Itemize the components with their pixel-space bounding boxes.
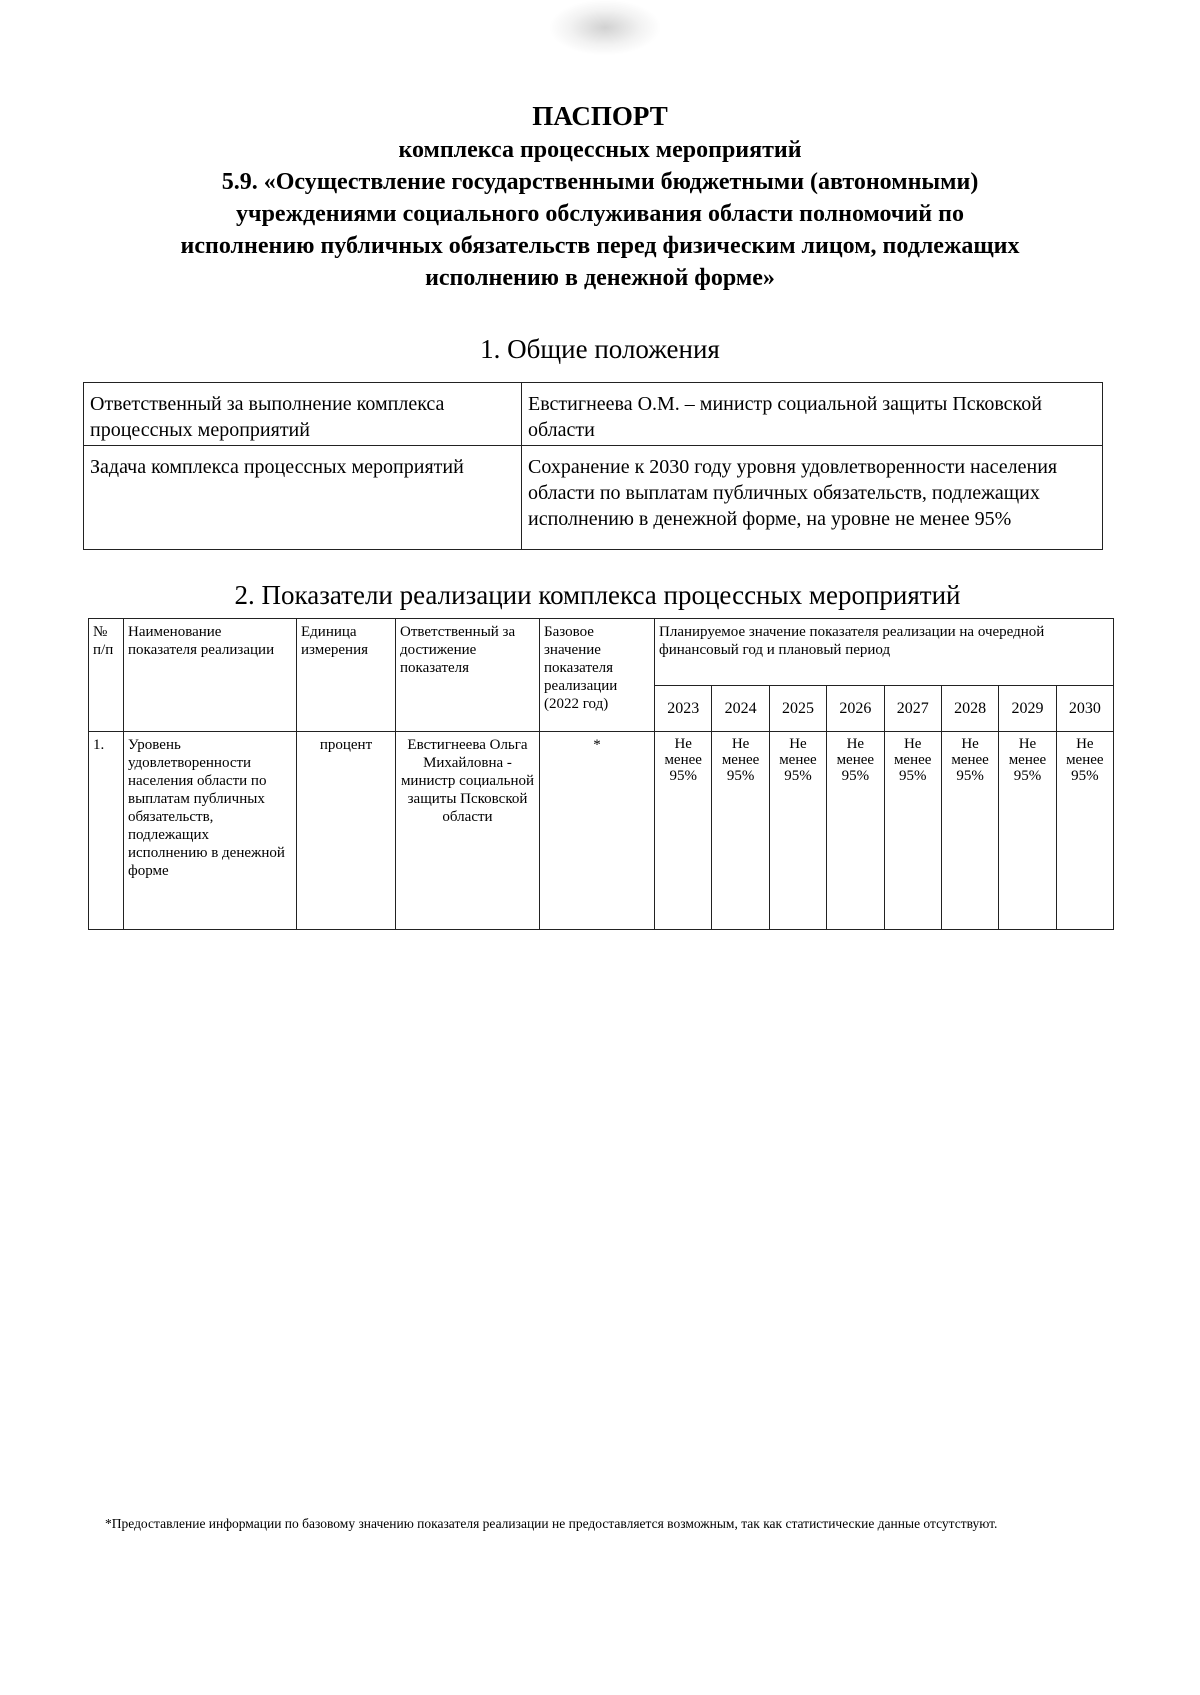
scan-artifact bbox=[550, 0, 660, 55]
row-value: Не менее 95% bbox=[999, 732, 1056, 930]
header-year: 2024 bbox=[712, 686, 769, 732]
section2-heading: 2. Показатели реализации комплекса процессных мероприятий bbox=[234, 580, 961, 610]
header-year: 2030 bbox=[1056, 686, 1113, 732]
indicators-table bbox=[88, 618, 1114, 930]
row-value: Не менее 95% bbox=[712, 732, 769, 930]
footnote: *Предоставление информации по базовому значению показателя реализации не предоставляется возможным, так как статистические данные отсутствуют. bbox=[105, 1516, 998, 1531]
header-planned: Планируемое значение показателя реализации на очередной финансовый год и плановый период bbox=[655, 619, 1114, 686]
table-row bbox=[84, 383, 1103, 446]
header-num: № п/п bbox=[89, 619, 124, 732]
table-row bbox=[89, 732, 1114, 930]
document-name-line: 5.9. «Осуществление государственными бюджетными (автономными) bbox=[221, 169, 979, 195]
header-responsible: Ответственный за достижение показателя bbox=[396, 619, 540, 732]
row-base: * bbox=[540, 732, 655, 930]
row-value: Не менее 95% bbox=[1056, 732, 1113, 930]
responsible-label: Ответственный за выполнение комплекса процессных мероприятий bbox=[84, 383, 522, 446]
header-year: 2028 bbox=[941, 686, 998, 732]
document-title-block bbox=[60, 98, 1140, 294]
row-value: Не менее 95% bbox=[655, 732, 712, 930]
section1-heading: 1. Общие положения bbox=[480, 334, 720, 364]
row-value: Не менее 95% bbox=[827, 732, 884, 930]
header-base: Базовое значение показателя реализации (2022 год) bbox=[540, 619, 655, 732]
header-name: Наименование показателя реализации bbox=[124, 619, 297, 732]
row-value: Не менее 95% bbox=[884, 732, 941, 930]
document-name-line: исполнению публичных обязательств перед физическим лицом, подлежащих bbox=[180, 233, 1020, 259]
header-year: 2027 bbox=[884, 686, 941, 732]
document-name-line: учреждениями социального обслуживания области полномочий по bbox=[236, 201, 964, 227]
row-value: Не менее 95% bbox=[769, 732, 826, 930]
row-name: Уровень удовлетворенности населения области по выплатам публичных обязательств, подлежащих исполнению в денежной форме bbox=[124, 732, 297, 930]
header-unit: Единица измерения bbox=[297, 619, 396, 732]
document-title: ПАСПОРТ bbox=[532, 101, 668, 131]
document-subtitle: комплекса процессных мероприятий bbox=[398, 137, 802, 163]
header-year: 2025 bbox=[769, 686, 826, 732]
row-num: 1. bbox=[89, 732, 124, 930]
general-provisions-table bbox=[83, 382, 1103, 550]
responsible-value: Евстигнеева О.М. – министр социальной защиты Псковской области bbox=[522, 383, 1103, 446]
document-name-line: исполнению в денежной форме» bbox=[425, 265, 775, 291]
row-value: Не менее 95% bbox=[941, 732, 998, 930]
header-year: 2029 bbox=[999, 686, 1056, 732]
task-value: Сохранение к 2030 году уровня удовлетворенности населения области по выплатам публичных обязательств, подлежащих исполнению в денежной форме, на уровне не менее 95% bbox=[522, 446, 1103, 550]
task-label: Задача комплекса процессных мероприятий bbox=[84, 446, 522, 550]
header-year: 2023 bbox=[655, 686, 712, 732]
row-responsible: Евстигнеева Ольга Михайловна - министр социальной защиты Псковской области bbox=[396, 732, 540, 930]
row-unit: процент bbox=[297, 732, 396, 930]
table-header-row bbox=[89, 619, 1114, 686]
header-year: 2026 bbox=[827, 686, 884, 732]
table-row bbox=[84, 446, 1103, 550]
